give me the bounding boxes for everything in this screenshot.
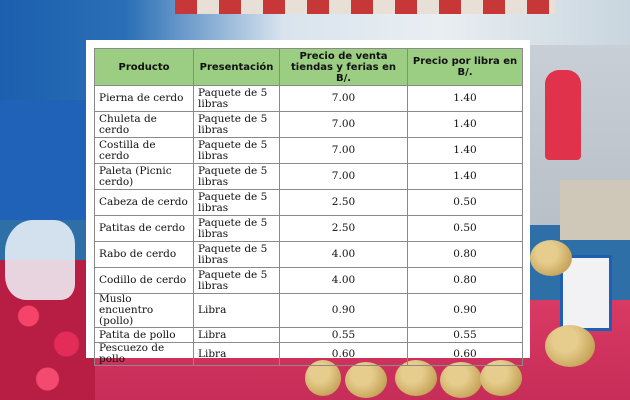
table-row <box>95 294 523 328</box>
cell-producto: Muslo encuentro (pollo) <box>95 294 194 328</box>
background-plastic-bag <box>5 220 75 300</box>
cell-precio-libra: 0.50 <box>408 190 523 216</box>
cell-precio-libra: 1.40 <box>408 112 523 138</box>
cell-presentacion: Libra <box>194 294 280 328</box>
cell-precio-venta: 7.00 <box>280 112 408 138</box>
table-header-row <box>95 49 523 86</box>
header-precio-venta: Precio de venta tiendas y ferias en B/. <box>280 49 408 86</box>
cell-precio-libra: 1.40 <box>408 138 523 164</box>
background-person <box>545 70 581 160</box>
cell-presentacion: Paquete de 5 libras <box>194 86 280 112</box>
cell-precio-libra: 0.80 <box>408 268 523 294</box>
cell-precio-venta: 7.00 <box>280 138 408 164</box>
cell-producto: Pierna de cerdo <box>95 86 194 112</box>
cell-producto: Costilla de cerdo <box>95 138 194 164</box>
table-row <box>95 328 523 343</box>
table-row <box>95 343 523 366</box>
price-table <box>94 48 523 366</box>
cell-precio-venta: 4.00 <box>280 242 408 268</box>
header-producto: Producto <box>95 49 194 86</box>
cell-presentacion: Libra <box>194 343 280 366</box>
cell-precio-venta: 7.00 <box>280 86 408 112</box>
cell-precio-venta: 2.50 <box>280 190 408 216</box>
table-row <box>95 112 523 138</box>
background-awning <box>175 0 555 14</box>
cell-presentacion: Paquete de 5 libras <box>194 190 280 216</box>
table-row <box>95 86 523 112</box>
table-row <box>95 138 523 164</box>
background-stall <box>0 100 95 220</box>
background-fruit <box>530 240 572 276</box>
cell-presentacion: Paquete de 5 libras <box>194 138 280 164</box>
cell-presentacion: Paquete de 5 libras <box>194 112 280 138</box>
cell-presentacion: Paquete de 5 libras <box>194 216 280 242</box>
cell-precio-libra: 0.90 <box>408 294 523 328</box>
cell-precio-venta: 4.00 <box>280 268 408 294</box>
cell-presentacion: Paquete de 5 libras <box>194 242 280 268</box>
background-fruit <box>345 362 387 398</box>
cell-precio-libra: 1.40 <box>408 86 523 112</box>
cell-precio-venta: 0.90 <box>280 294 408 328</box>
cell-producto: Rabo de cerdo <box>95 242 194 268</box>
table-row <box>95 216 523 242</box>
table-row <box>95 242 523 268</box>
cell-presentacion: Paquete de 5 libras <box>194 164 280 190</box>
cell-precio-venta: 0.60 <box>280 343 408 366</box>
cell-precio-venta: 7.00 <box>280 164 408 190</box>
table-row <box>95 190 523 216</box>
cell-precio-libra: 0.55 <box>408 328 523 343</box>
table-row <box>95 164 523 190</box>
cell-producto: Chuleta de cerdo <box>95 112 194 138</box>
cell-producto: Patitas de cerdo <box>95 216 194 242</box>
cell-producto: Codillo de cerdo <box>95 268 194 294</box>
cell-producto: Cabeza de cerdo <box>95 190 194 216</box>
cell-producto: Pescuezo de pollo <box>95 343 194 366</box>
background-fruit <box>440 362 482 398</box>
background-fruit <box>545 325 595 367</box>
cell-precio-venta: 0.55 <box>280 328 408 343</box>
cell-precio-venta: 2.50 <box>280 216 408 242</box>
table-row <box>95 268 523 294</box>
cell-precio-libra: 0.80 <box>408 242 523 268</box>
cell-producto: Paleta (Picnic cerdo) <box>95 164 194 190</box>
cell-presentacion: Libra <box>194 328 280 343</box>
header-presentacion: Presentación <box>194 49 280 86</box>
header-precio-libra: Precio por libra en B/. <box>408 49 523 86</box>
cell-precio-libra: 0.60 <box>408 343 523 366</box>
price-table-card <box>86 40 530 365</box>
cell-precio-libra: 1.40 <box>408 164 523 190</box>
cell-presentacion: Paquete de 5 libras <box>194 268 280 294</box>
cell-producto: Patita de pollo <box>95 328 194 343</box>
background-ground <box>560 180 630 240</box>
cell-precio-libra: 0.50 <box>408 216 523 242</box>
